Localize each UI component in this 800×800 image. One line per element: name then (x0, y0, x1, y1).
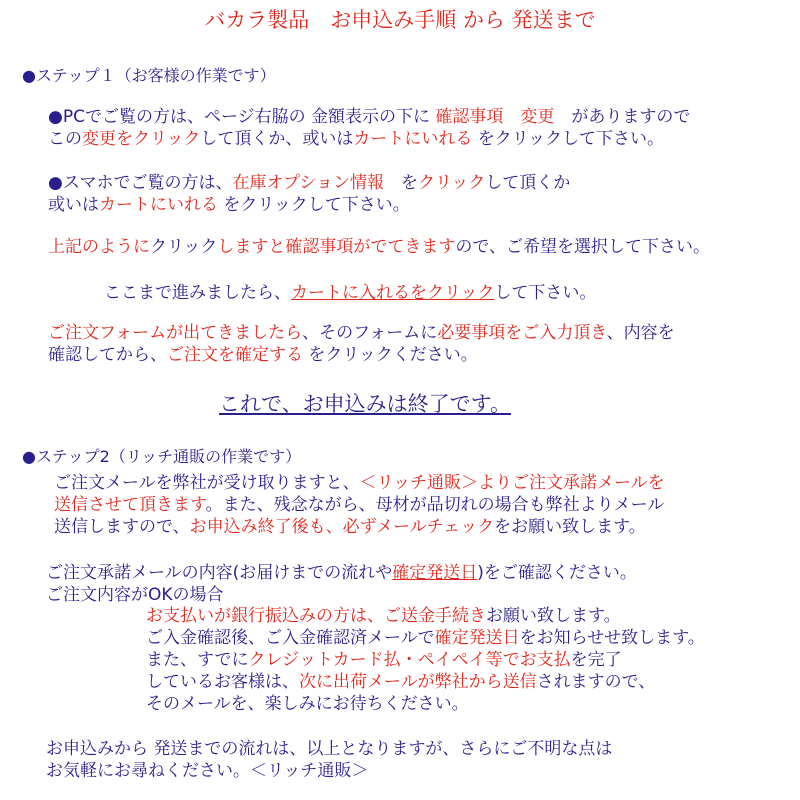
text-segment: して頂くか、或いは (200, 129, 354, 149)
mail-line1 (54, 472, 665, 495)
text-segment: ご注文メールを弊社が受け取りますと、 (54, 473, 360, 493)
pc-instruction-line1 (48, 106, 690, 129)
text-segment: して頂くか (485, 173, 571, 193)
confirm-order-highlight: ご注文を確定する (167, 345, 303, 365)
text-segment: この (48, 129, 82, 149)
text-segment: 。また、残念ながら、母材が品切れの場合も弊社よりメール (205, 495, 665, 515)
text-segment: 、そのフォームに (302, 323, 438, 343)
click-highlight: クリック (417, 173, 486, 193)
text-segment: ご入金確認後、ご入金確認済メールで (146, 628, 435, 648)
add-to-cart-highlight: カートにいれる (353, 129, 473, 149)
text-segment: 或いは (48, 195, 99, 215)
text-segment: をクリックして下さい。 (218, 195, 410, 215)
text-segment: お支払いが銀行振込みの方は、ご送金手続き (146, 606, 486, 626)
text-segment: を完了 (570, 650, 622, 670)
text-segment: クリック (150, 237, 218, 257)
required-fields-highlight: 必要事項をご入力頂き (437, 323, 607, 343)
closing-line1: お申込みから 発送までの流れは、以上となりますが、さらにご不明な点は (46, 739, 613, 759)
text-segment: をクリックして下さい。 (472, 129, 665, 149)
text-segment: をお願い致します。 (494, 517, 646, 537)
text-segment: ●スマホでご覧の方は、 (48, 173, 233, 193)
mail-content-line (46, 562, 637, 585)
text-segment: しますと (217, 237, 286, 257)
pc-instruction-line2 (48, 128, 664, 151)
text-segment: 送信しますので、 (54, 517, 190, 537)
confirm-items-highlight: 確認事項がでてきます (285, 237, 456, 257)
mail-line2 (54, 494, 664, 517)
add-to-cart-click-highlight: カートに入れるをクリック (291, 283, 495, 303)
text-segment: されますので、 (536, 672, 656, 692)
text-segment: ●PCでご覧の方は、ページ右脇の 金額表示の下に (48, 107, 436, 127)
card-payment-highlight: クレジットカード払・ペイペイ等でお支払 (248, 650, 571, 670)
acceptance-mail-highlight: ＜リッチ通販＞よりご注文承諾メールを (359, 473, 665, 493)
card-line1 (146, 649, 622, 672)
confirm-change-highlight: 確認事項 変更 (435, 107, 555, 127)
change-click-highlight: 変更をクリック (82, 129, 201, 149)
text-segment: ご注文承諾メールの内容(お届けまでの流れや (46, 563, 393, 583)
text-segment: ご注文フォームが出てきましたら (48, 323, 303, 343)
text-segment: また、すでに (146, 650, 249, 670)
completion-message: これで、お申込みは終了です。 (219, 392, 511, 416)
page-title: バカラ製品 お申込み手順 から 発送まで (204, 8, 596, 32)
stock-option-highlight: 在庫オプション情報 (232, 173, 384, 193)
step2-heading: ●ステップ2（リッチ通販の作業です） (22, 447, 302, 466)
text-segment: を (383, 173, 418, 193)
send-highlight: 送信させて頂きます (54, 495, 206, 515)
shipping-mail-highlight: 次に出荷メールが弊社から送信 (299, 672, 537, 692)
text-segment: お願い致します。 (486, 606, 621, 626)
add-to-cart-highlight: カートにいれる (99, 195, 218, 215)
text-segment: ので、ご希望を選択して下さい。 (455, 237, 710, 257)
ship-date-highlight: 確定発送日 (434, 628, 520, 648)
bank-transfer-line (146, 605, 621, 628)
text-segment: して下さい。 (494, 283, 597, 303)
card-line2 (146, 671, 655, 694)
text-segment: しているお客様は、 (146, 672, 299, 692)
confirm-instruction (48, 236, 710, 259)
text-segment: 上記のように (48, 237, 150, 257)
text-segment: をクリックください。 (303, 345, 478, 365)
text-segment: がありますので (554, 107, 691, 127)
text-segment: 、内容を (606, 323, 675, 343)
text-segment: )をご確認ください。 (477, 563, 637, 583)
step1-heading: ●ステップ１（お客様の作業です） (22, 66, 276, 85)
form-instruction-line1 (48, 322, 675, 345)
text-segment: をお知らせせ致します。 (519, 628, 705, 648)
order-ok-line: ご注文内容がOKの場合 (46, 585, 224, 605)
cart-instruction (104, 282, 596, 305)
sp-instruction-line1 (48, 172, 570, 195)
text-segment: 確認してから、 (48, 345, 167, 365)
mail-line3 (54, 516, 646, 539)
sp-instruction-line2 (48, 194, 410, 217)
text-segment: ここまで進みましたら、 (104, 283, 291, 303)
card-line3: そのメールを、楽しみにお待ちください。 (146, 694, 469, 714)
closing-line2: お気軽にお尋ねください。＜リッチ通販＞ (46, 761, 369, 781)
mail-check-highlight: お申込み終了後も、必ずメールチェック (189, 517, 495, 537)
ship-date-highlight: 確定発送日 (392, 563, 478, 583)
form-instruction-line2 (48, 344, 478, 367)
deposit-line (146, 627, 705, 650)
